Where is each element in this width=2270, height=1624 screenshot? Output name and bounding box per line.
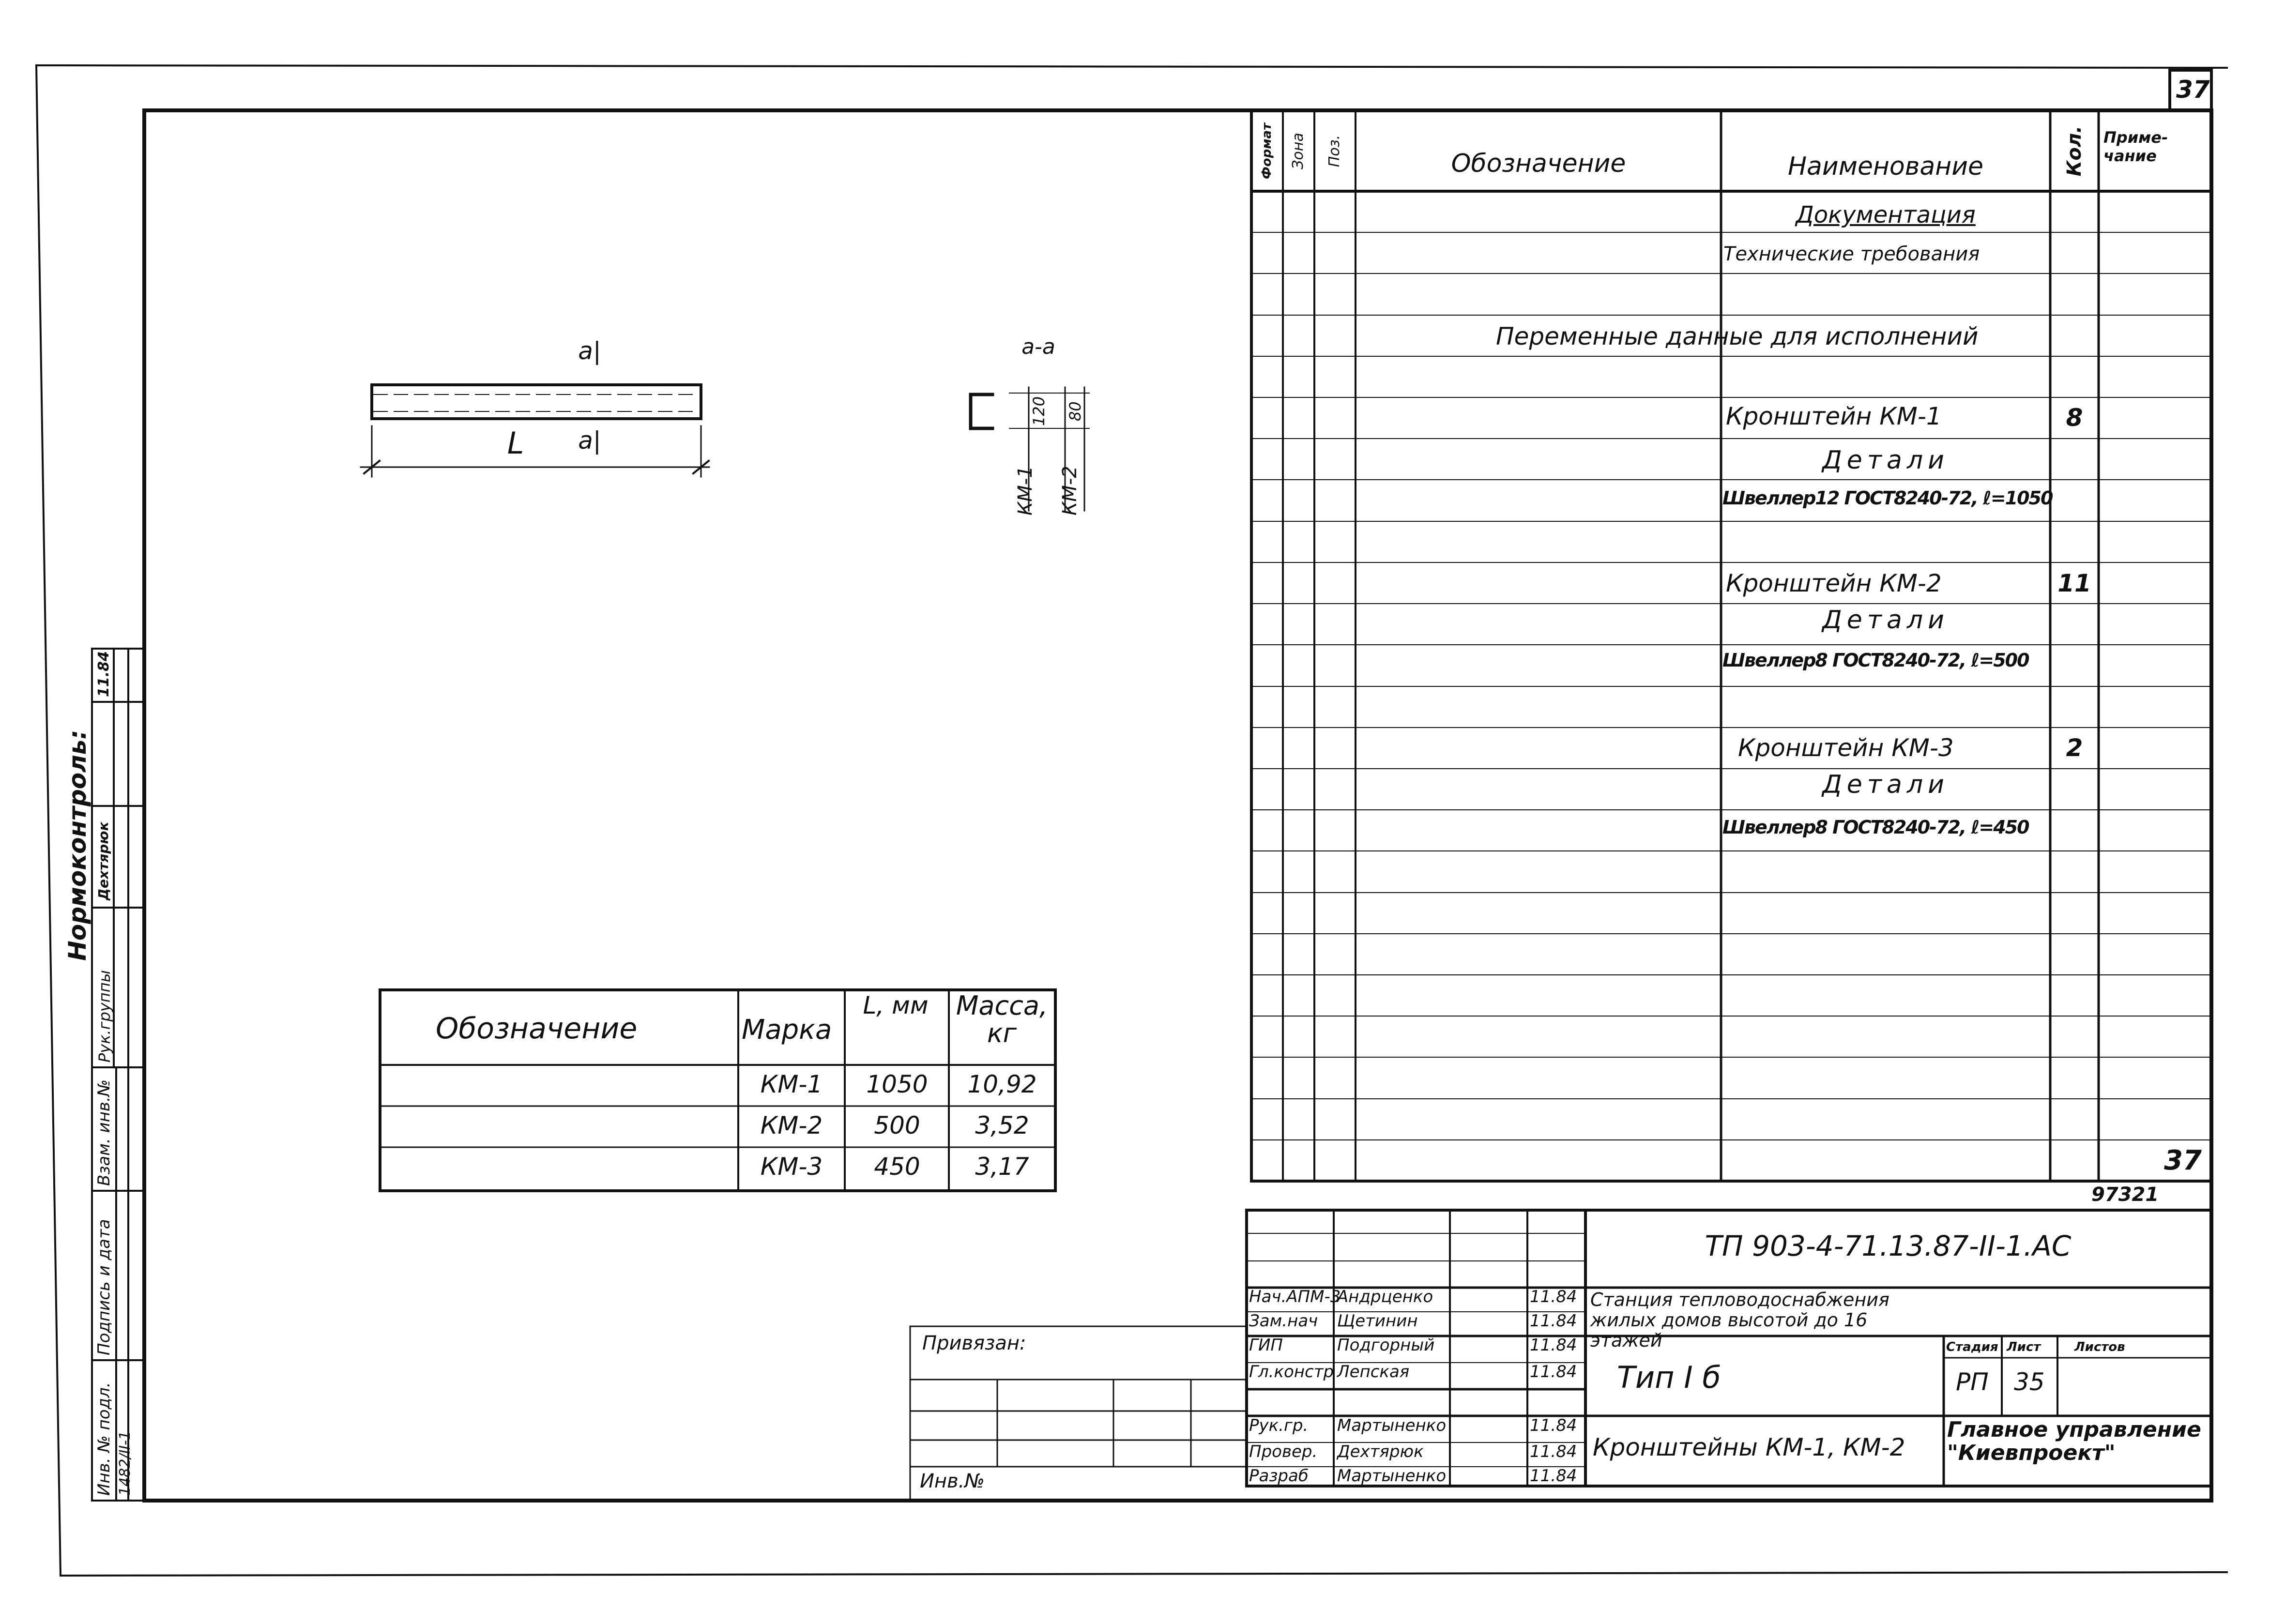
sheet-value: 35 bbox=[2014, 1368, 2045, 1396]
stamp-number: 97321 bbox=[2091, 1184, 2159, 1206]
km2-label: КМ-2 bbox=[1059, 466, 1081, 516]
strip-person1: Дехтярюк bbox=[95, 821, 111, 900]
section-title: а-а bbox=[1021, 334, 1055, 359]
staff-role: Рук.гр. bbox=[1249, 1416, 1309, 1435]
staff-date: 11.84 bbox=[1530, 1336, 1577, 1355]
group3-details: Детали bbox=[1822, 770, 1949, 799]
group1-details: Детали bbox=[1822, 446, 1949, 475]
mass-row-mass: 10,92 bbox=[967, 1070, 1037, 1098]
spec-tech-requirements: Технические требования bbox=[1723, 243, 1980, 265]
sheet-label: Лист bbox=[2007, 1340, 2041, 1354]
staff-date: 11.84 bbox=[1530, 1442, 1577, 1461]
header-pos: Поз. bbox=[1326, 135, 1343, 167]
header-designation: Обозначение bbox=[1451, 149, 1626, 178]
strip-sign-date: Подпись и дата bbox=[94, 1219, 114, 1355]
mass-row-length: 1050 bbox=[866, 1070, 928, 1098]
left-strip-lines bbox=[92, 649, 144, 1501]
binding-title: Привязан: bbox=[922, 1332, 1026, 1354]
binding-inv: Инв.№ bbox=[920, 1470, 985, 1492]
spec-table-lines bbox=[1251, 110, 2211, 1181]
header-zone: Зона bbox=[1290, 133, 1307, 169]
strip-inv-label: Инв. № подл. bbox=[94, 1382, 114, 1496]
group2-title: Кронштейн КМ-2 bbox=[1726, 569, 1942, 597]
staff-name: Андрценко bbox=[1337, 1287, 1433, 1306]
staff-role: ГИП bbox=[1249, 1336, 1283, 1355]
length-label: L bbox=[507, 425, 524, 461]
group1-title: Кронштейн КМ-1 bbox=[1726, 402, 1942, 430]
project-title: Станция тепловодоснабжения жилых домов высотой до 16 этажей bbox=[1590, 1289, 1889, 1351]
sheet-number: 37 bbox=[2176, 76, 2210, 104]
doc-code: ТП 903-4-71.13.87-II-1.АС bbox=[1705, 1229, 2072, 1262]
staff-role: Провер. bbox=[1249, 1442, 1318, 1461]
header-format: Формат bbox=[1260, 122, 1274, 180]
mass-row-mark: КМ-1 bbox=[760, 1070, 823, 1098]
group2-qty: 11 bbox=[2057, 569, 2091, 597]
dimension-120: 120 bbox=[1030, 396, 1048, 426]
drawing-title: Кронштейны КМ-1, КМ-2 bbox=[1593, 1433, 1905, 1461]
staff-name: Мартыненко bbox=[1337, 1416, 1447, 1435]
mass-row-mark: КМ-2 bbox=[760, 1111, 823, 1139]
km1-label: КМ-1 bbox=[1014, 466, 1036, 516]
type-label: Тип I б bbox=[1617, 1360, 1721, 1395]
staff-name: Подгорный bbox=[1337, 1336, 1435, 1355]
mass-header-designation: Обозначение bbox=[436, 1012, 638, 1046]
group2-part: Швеллер8 ГОСТ8240-72, ℓ=500 bbox=[1722, 650, 2029, 671]
group1-part: Швеллер12 ГОСТ8240-72, ℓ=1050 bbox=[1722, 487, 2053, 509]
norm-control-label: Нормоконтроль: bbox=[63, 729, 91, 961]
staff-date: 11.84 bbox=[1530, 1311, 1577, 1331]
group2-details: Детали bbox=[1822, 606, 1949, 635]
staff-name: Дехтярюк bbox=[1337, 1442, 1424, 1461]
staff-name: Лепская bbox=[1337, 1362, 1410, 1381]
staff-role: Разраб bbox=[1249, 1466, 1309, 1486]
channel-side-view bbox=[361, 385, 709, 477]
strip-replace-inv: Взам. инв.№ bbox=[94, 1079, 114, 1186]
mass-row-mark: КМ-3 bbox=[760, 1153, 823, 1181]
strip-role1: Рук.группы bbox=[95, 970, 114, 1062]
spec-variable-data: Переменные данные для исполнений bbox=[1496, 322, 1979, 350]
mass-header-length: L, мм bbox=[863, 991, 929, 1019]
spec-documentation: Документация bbox=[1796, 201, 1976, 228]
mass-row-mass: 3,17 bbox=[975, 1153, 1029, 1181]
strip-date1: 11.84 bbox=[95, 651, 112, 697]
staff-date: 11.84 bbox=[1530, 1466, 1577, 1486]
mass-row-length: 450 bbox=[874, 1153, 920, 1181]
org-name: Главное управление "Киевпроект" bbox=[1947, 1417, 2201, 1466]
staff-role: Гл.констр bbox=[1249, 1362, 1334, 1381]
mass-row-length: 500 bbox=[874, 1111, 920, 1139]
mass-row-mass: 3,52 bbox=[975, 1111, 1029, 1139]
group1-qty: 8 bbox=[2066, 404, 2083, 432]
strip-inv-value: 1482/II-1 bbox=[117, 1430, 134, 1496]
stage-value: РП bbox=[1956, 1368, 1989, 1396]
staff-date: 11.84 bbox=[1530, 1362, 1577, 1381]
staff-date: 11.84 bbox=[1530, 1416, 1577, 1435]
group3-part: Швеллер8 ГОСТ8240-72, ℓ=450 bbox=[1722, 817, 2029, 838]
staff-date: 11.84 bbox=[1530, 1287, 1577, 1306]
sheets-label: Листов bbox=[2074, 1340, 2125, 1354]
header-note: Приме-чание bbox=[2103, 128, 2168, 166]
group3-title: Кронштейн КМ-3 bbox=[1738, 734, 1954, 762]
header-qty: Кол. bbox=[2063, 125, 2086, 177]
section-mark-top: а| bbox=[578, 337, 601, 365]
mass-header-mass: Масса, кг bbox=[956, 990, 1048, 1048]
header-name: Наименование bbox=[1787, 152, 1984, 181]
staff-role: Нач.АПМ-3 bbox=[1249, 1287, 1341, 1306]
spec-bottom-mark: 37 bbox=[2164, 1145, 2202, 1176]
stage-label: Стадия bbox=[1946, 1340, 1998, 1354]
dimension-80: 80 bbox=[1066, 401, 1084, 421]
staff-name: Мартыненко bbox=[1337, 1466, 1447, 1486]
mass-header-mark: Марка bbox=[742, 1014, 832, 1046]
staff-role: Зам.нач bbox=[1249, 1311, 1318, 1331]
group3-qty: 2 bbox=[2066, 734, 2083, 762]
section-mark-bottom: а| bbox=[578, 426, 601, 455]
staff-name: Щетинин bbox=[1337, 1311, 1418, 1331]
